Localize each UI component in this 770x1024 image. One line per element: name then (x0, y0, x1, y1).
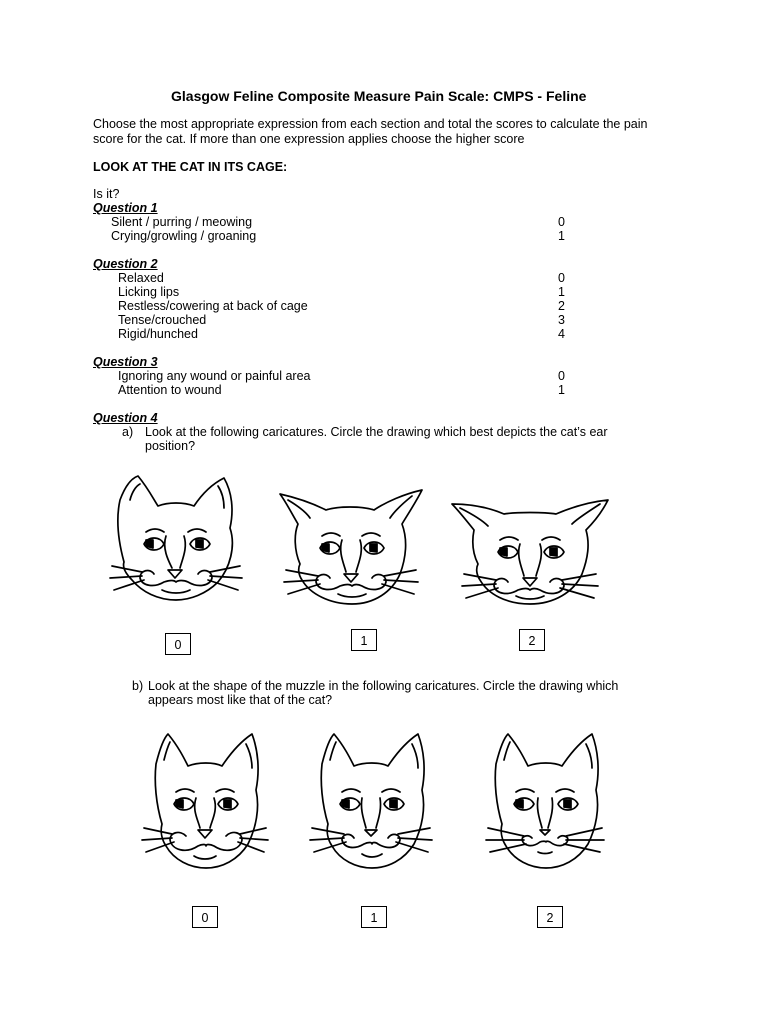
intro-text-line-1: Choose the most appropriate expression from each section and total the scores to calculate the pain (93, 117, 648, 131)
question-3-heading: Question 3 (93, 355, 158, 369)
q4a-instruction-line-1: Look at the following caricatures. Circle the drawing which best depicts the cat’s ear (145, 425, 608, 439)
q3-option-score: 1 (558, 383, 565, 397)
question-2-heading: Question 2 (93, 257, 158, 271)
cat-ear-position-caricature-2[interactable] (450, 494, 610, 614)
q4b-instruction-line-1: Look at the shape of the muzzle in the following caricatures. Circle the drawing which (148, 679, 619, 693)
page-title: Glasgow Feline Composite Measure Pain Scale: CMPS - Feline (171, 88, 587, 104)
q2-option-score: 0 (558, 271, 565, 285)
q2-option-label[interactable]: Restless/cowering at back of cage (118, 299, 308, 313)
q1-option-score: 0 (558, 215, 565, 229)
q4b-score-box[interactable]: 1 (361, 906, 387, 928)
q4b-score-box[interactable]: 2 (537, 906, 563, 928)
q1-option-score: 1 (558, 229, 565, 243)
q1-option-label[interactable]: Crying/growling / groaning (111, 229, 257, 243)
cat-muzzle-shape-caricature-2[interactable] (480, 728, 610, 878)
q4b-marker: b) (132, 679, 144, 693)
q4a-marker: a) (122, 425, 134, 439)
cat-ear-position-caricature-1[interactable] (276, 484, 426, 614)
cat-muzzle-shape-caricature-0[interactable] (140, 728, 270, 878)
q2-option-label[interactable]: Tense/crouched (118, 313, 207, 327)
question-4-heading: Question 4 (93, 411, 158, 425)
intro-text-line-2: score for the cat. If more than one expression applies choose the higher score (93, 132, 525, 146)
is-it-prompt: Is it? (93, 187, 120, 201)
q1-option-label[interactable]: Silent / purring / meowing (111, 215, 253, 229)
q2-option-score: 4 (558, 327, 565, 341)
q3-option-label[interactable]: Attention to wound (118, 383, 222, 397)
cat-muzzle-shape-caricature-1[interactable] (306, 728, 436, 878)
q2-option-score: 3 (558, 313, 565, 327)
q3-option-label[interactable]: Ignoring any wound or painful area (118, 369, 311, 383)
q2-option-score: 2 (558, 299, 565, 313)
question-1-heading: Question 1 (93, 201, 158, 215)
cat-ear-position-caricature-0[interactable] (106, 470, 246, 610)
q4a-score-box[interactable]: 2 (519, 629, 545, 651)
q3-option-score: 0 (558, 369, 565, 383)
q2-option-score: 1 (558, 285, 565, 299)
q4a-score-box[interactable]: 1 (351, 629, 377, 651)
q4a-score-box[interactable]: 0 (165, 633, 191, 655)
section-heading: LOOK AT THE CAT IN ITS CAGE: (93, 160, 288, 174)
q4b-instruction-line-2: appears most like that of the cat? (148, 693, 333, 707)
q2-option-label[interactable]: Relaxed (118, 271, 164, 285)
q2-option-label[interactable]: Rigid/hunched (118, 327, 198, 341)
q4b-score-box[interactable]: 0 (192, 906, 218, 928)
q2-option-label[interactable]: Licking lips (118, 285, 180, 299)
q4a-instruction-line-2: position? (145, 439, 196, 453)
